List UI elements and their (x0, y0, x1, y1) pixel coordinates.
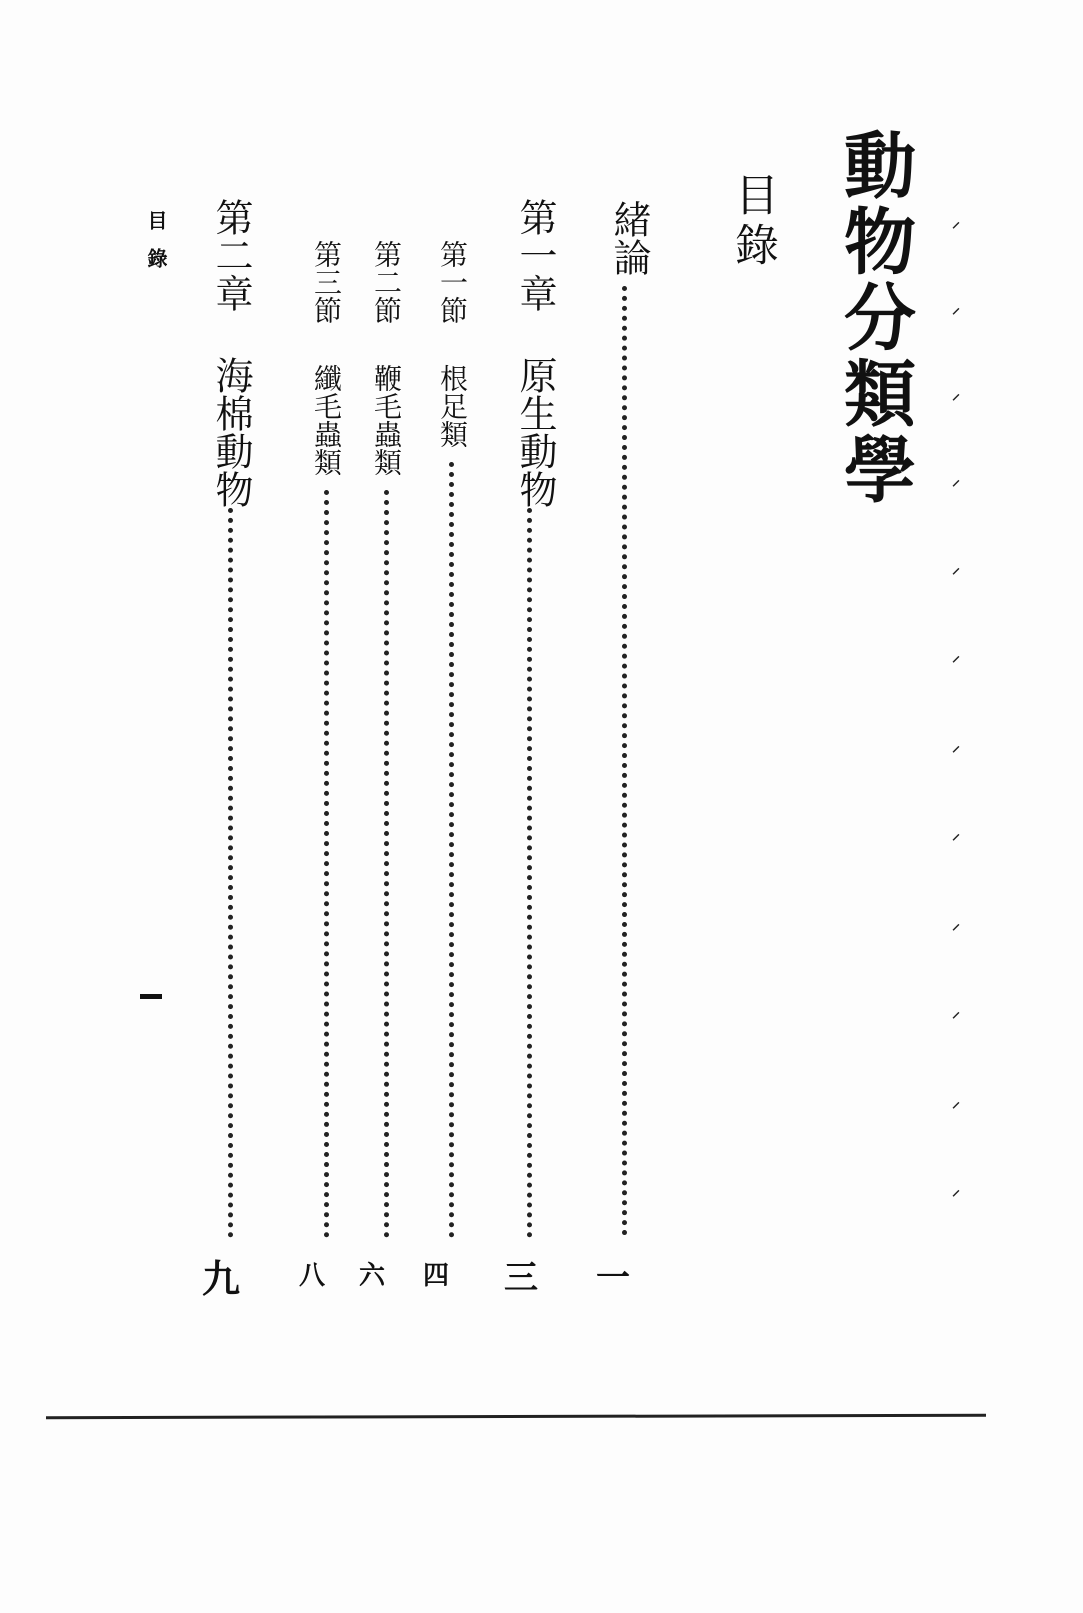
toc-entry-chapter-1[interactable] (513, 198, 557, 508)
ink-mark: ⸝ (952, 646, 961, 665)
page-number: 四 (423, 1261, 450, 1291)
entry-label: 第三節 (310, 240, 343, 324)
ink-mark: ⸝ (952, 914, 961, 933)
dot-leader (527, 508, 532, 1238)
toc-heading: 目錄 (727, 172, 778, 272)
bottom-rule (46, 1414, 986, 1419)
ink-mark: ⸝ (952, 384, 961, 403)
dot-leader (228, 508, 233, 1238)
ink-mark: ⸝ (952, 470, 961, 489)
entry-label: 第二節 (370, 240, 403, 324)
folio-mark (140, 994, 162, 999)
page-number: 六 (359, 1261, 386, 1291)
entry-label: 緒論 (607, 200, 651, 276)
toc-entry-section-3[interactable] (310, 240, 343, 476)
page-number: 九 (202, 1256, 241, 1301)
ink-mark: ⸝ (952, 736, 961, 755)
dot-leader (449, 462, 454, 1238)
entry-label: 第一章 (513, 198, 557, 312)
entry-title: 海棉動物 (209, 356, 253, 508)
toc-entry-introduction[interactable] (607, 200, 651, 276)
dot-leader (324, 490, 329, 1238)
book-title: 動物分類學 (832, 128, 917, 508)
toc-entry-chapter-2[interactable] (209, 198, 253, 508)
running-header: 目錄 (144, 210, 168, 286)
page-number: 三 (504, 1258, 538, 1298)
toc-entry-section-1[interactable] (436, 240, 469, 448)
ink-mark: ⸝ (952, 824, 961, 843)
ink-mark: ⸝ (952, 212, 961, 231)
dot-leader (384, 490, 389, 1238)
entry-title: 鞭毛蟲類 (370, 364, 403, 476)
ink-mark: ⸝ (952, 1180, 961, 1199)
ink-mark: ⸝ (952, 558, 961, 577)
entry-title: 根足類 (436, 364, 469, 448)
entry-label: 第一節 (436, 240, 469, 324)
dot-leader (622, 286, 627, 1236)
page-number: 一 (596, 1258, 630, 1298)
ink-mark: ⸝ (952, 298, 961, 317)
ink-mark: ⸝ (952, 1092, 961, 1111)
toc-entry-section-2[interactable] (370, 240, 403, 476)
entry-title: 纖毛蟲類 (310, 364, 343, 476)
page-number: 八 (299, 1261, 326, 1291)
ink-mark: ⸝ (952, 1002, 961, 1021)
entry-title: 原生動物 (513, 356, 557, 508)
entry-label: 第二章 (209, 198, 253, 312)
